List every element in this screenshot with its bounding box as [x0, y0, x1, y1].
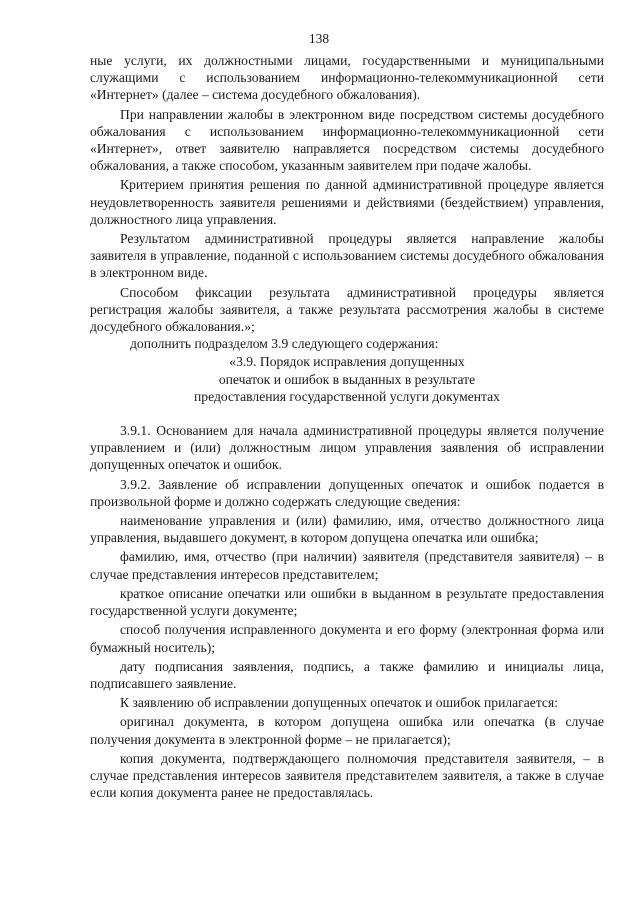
- paragraph: фамилию, имя, отчество (при наличии) заявителя (представителя заявителя) – в случае представления интересов представителем;: [90, 549, 604, 582]
- paragraph: дату подписания заявления, подпись, а также фамилию и инициалы лица, подписавшего заявление.: [90, 658, 604, 691]
- paragraph: К заявлению об исправлении допущенных опечаток и ошибок прилагается:: [120, 695, 558, 711]
- paragraph: способ получения исправленного документа и его форму (электронная форма или бумажный носитель);: [90, 622, 604, 655]
- section-heading: [90, 353, 604, 405]
- paragraph: Результатом административной процедуры является направление жалобы заявителя в управление, поданной с использованием системы досудебного обжалования в электронном виде.: [90, 231, 604, 281]
- section-heading-line: опечаток и ошибок в выданных в результате: [218, 371, 476, 387]
- paragraph: Критерием принятия решения по данной административной процедуре является неудовлетворенность заявителя решениями и действиями (бездействием) управления, должностного лица управления.: [90, 177, 604, 227]
- document-body: [90, 52, 604, 801]
- paragraph: дополнить подразделом 3.9 следующего содержания:: [130, 336, 439, 352]
- paragraph: При направлении жалобы в электронном виде посредством системы досудебного обжалования с использованием информационно-телекоммуникационной сети «Интернет», ответ заявителю направляется посредством системы досудебного обжалования, а также способом, указанным заявителем при подаче жалобы.: [90, 106, 604, 174]
- paragraph: оригинал документа, в котором допущена ошибка или опечатка (в случае получения документа в электронной форме – не прилагается);: [90, 714, 604, 747]
- paragraph: 3.9.2. Заявление об исправлении допущенных опечаток и ошибок подается в произвольной форме и должно содержать следующие сведения:: [90, 476, 604, 509]
- paragraph: 3.9.1. Основанием для начала административной процедуры является получение управлением и (или) должностным лицом управления заявления об исправлении допущенных опечаток и ошибок.: [90, 423, 604, 473]
- paragraph: ные услуги, их должностными лицами, государственными и муниципальными служащими с использованием информационно-телекоммуникационной сети «Интернет» (далее – система досудебного обжалования).: [90, 53, 604, 103]
- paragraph: Способом фиксации результата административной процедуры является регистрация жалобы заявителя, а также результата рассмотрения жалобы в системе досудебного обжалования.»;: [90, 284, 604, 335]
- paragraph: краткое описание опечатки или ошибки в выданном в результате предоставления государственной услуги документе;: [90, 585, 604, 619]
- page-number: 138: [308, 31, 330, 46]
- paragraph: копия документа, подтверждающего полномочия представителя заявителя, – в случае представления интересов заявителя представителем заявителя, а также в случае если копия документа ранее не предоставлялась.: [90, 750, 604, 801]
- paragraph: наименование управления и (или) фамилию, имя, отчество должностного лица управления, выдавшего документ, в котором допущена опечатка или ошибка;: [90, 513, 604, 546]
- section-heading-line: «3.9. Порядок исправления допущенных: [229, 354, 465, 370]
- section-heading-line: предоставления государственной услуги документах: [194, 388, 500, 404]
